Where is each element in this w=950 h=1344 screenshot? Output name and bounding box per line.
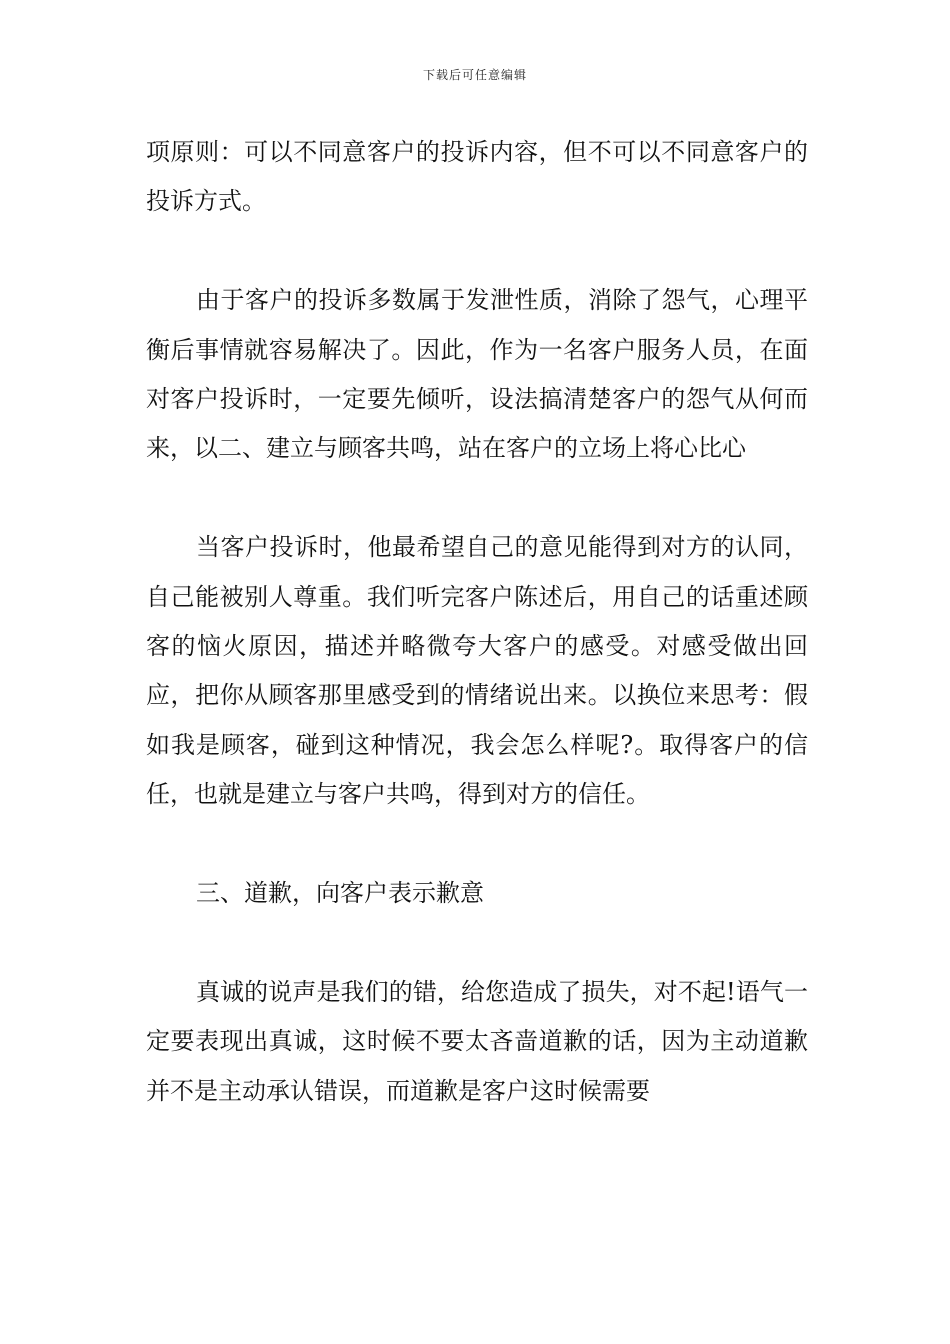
- paragraph-4: 真诚的说声是我们的错，给您造成了损失，对不起!语气一定要表现出真诚，这时候不要太吝啬道歉的话，因为主动道歉并不是主动承认错误，而道歉是客户这时候需要: [146, 977, 808, 1105]
- section-heading: 三、道歉，向客户表示歉意: [196, 879, 484, 908]
- document-body: [146, 128, 808, 1116]
- paragraph-2: 由于客户的投诉多数属于发泄性质，消除了怨气，心理平衡后事情就容易解决了。因此，作为一名客户服务人员，在面对客户投诉时，一定要先倾听，设法搞清楚客户的怨气从何而来，以二、建立与顾客共鸣，站在客户的立场上将心比心: [146, 286, 808, 463]
- paragraph-1: 项原则：可以不同意客户的投诉内容，但不可以不同意客户的投诉方式。: [146, 138, 808, 216]
- page-header: 下载后可任意编辑: [422, 68, 527, 82]
- paragraph-3: 当客户投诉时，他最希望自己的意见能得到对方的认同，自己能被别人尊重。我们听完客户陈述后，用自己的话重述顾客的恼火原因，描述并略微夸大客户的感受。对感受做出回应，把你从顾客那里感受到的情绪说出来。以换位来思考：假如我是顾客，碰到这种情况，我会怎么样呢?。取得客户的信任，也就是建立与客户共鸣，得到对方的信任。: [146, 533, 808, 809]
